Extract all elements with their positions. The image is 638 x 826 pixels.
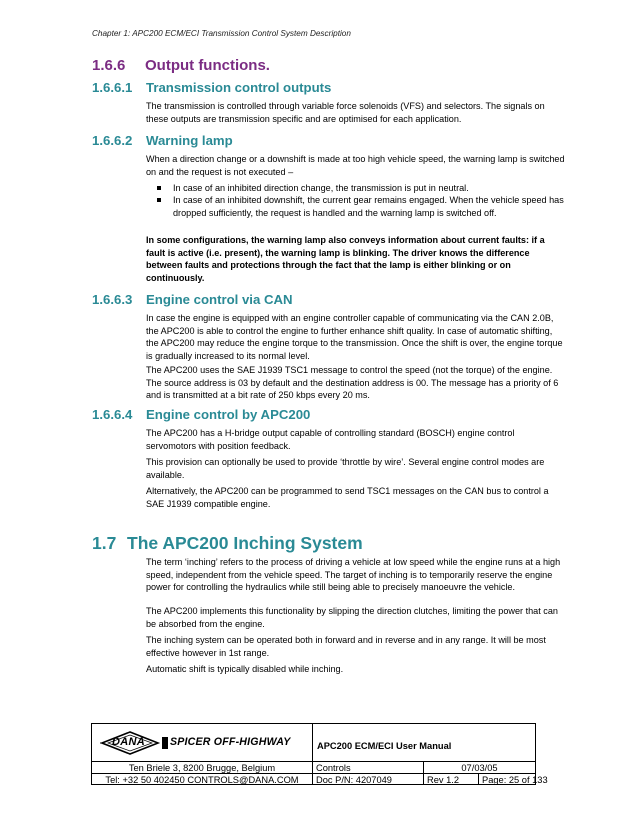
paragraph: The APC200 implements this functionality by slipping the direction clutches, limiting the power that can be absorbed from the engine. [146,606,558,629]
running-header: Chapter 1: APC200 ECM/ECI Transmission Control System Description [92,29,351,38]
heading-engine-control-via-can [92,292,293,307]
contact-info: Tel: +32 50 402450 CONTROLS@DANA.COM [92,774,313,785]
heading-warning-lamp [92,133,233,148]
revision: Rev 1.2 [424,774,479,785]
list-item-text: In case of an inhibited downshift, the current gear remains engaged. When the vehicle speed has dropped sufficiently, the request is handled and the warning lamp is switched off. [173,195,564,218]
department: Controls [313,762,424,774]
heading-number: 1.6.6.2 [92,133,133,148]
company-address: Ten Briele 3, 8200 Brugge, Belgium [92,762,313,774]
bullet-list [146,182,566,219]
doc-part-number: Doc P/N: 4207049 [313,774,424,785]
heading-title: Transmission control outputs [146,80,332,95]
heading-number: 1.6.6.3 [92,292,133,307]
paragraph: This provision can optionally be used to provide ‘throttle by wire’. Several engine control modes are available. [146,457,545,480]
heading-title: Warning lamp [146,133,233,148]
heading-number: 1.6.6.4 [92,407,133,422]
page-number: Page: 25 of 133 [482,774,548,785]
paragraph: The transmission is controlled through variable force solenoids (VFS) and selectors. The signals on these outputs are transmission specific and are optimised for each application. [146,101,545,124]
paragraph: The term ‘inching’ refers to the process of driving a vehicle at low speed while the engine runs at a high speed, independent from the vehicle speed. The target of inching is to temporarily reserve the engine power for controlling the hydraulics while still being able to precisely manoeuvre the vehicle. [146,557,561,593]
heading-engine-control-by-apc200 [92,407,310,422]
heading-output-functions [92,57,270,74]
paragraph: In case the engine is equipped with an engine controller capable of communicating via the CAN 2.0B, the APC200 is able to control the engine to further enhance shift quality. In case of automatic shifting, the APC200 may reduce the engine torque to the transmission. Once the shift is over, the engine torque is gradually increased to its normal level. [146,313,563,361]
manual-title: APC200 ECM/ECI User Manual [313,724,535,762]
heading-title: Output functions. [145,57,270,74]
bullet-square-icon [157,198,161,202]
heading-number: 1.6.6 [92,57,126,74]
footer-table [91,723,548,785]
footer-logo-cell [92,724,313,762]
paragraph: Automatic shift is typically disabled while inching. [146,664,344,674]
paragraph: The APC200 has a H-bridge output capable of controlling standard (BOSCH) engine control servomotors with position feedback. [146,428,515,451]
heading-title: The APC200 Inching System [127,533,363,553]
paragraph: The APC200 uses the SAE J1939 TSC1 message to control the speed (not the torque) of the engine. The source address is 03 by default and the destination address is 00. The message has a priority of 6 and is transmitted at a bit rate of 250 kbps every 20 ms. [146,365,559,401]
dana-spicer-logo [100,730,305,756]
logo-spicer-text: SPICER OFF-HIGHWAY [170,736,291,748]
heading-number: 1.6.6.1 [92,80,133,95]
heading-transmission-control-outputs [92,80,331,95]
heading-inching-system [92,533,363,554]
logo-dana-text: DANA [112,736,145,748]
list-item [146,194,566,219]
paragraph: When a direction change or a downshift is made at too high vehicle speed, the warning lamp is switched on and the request is not executed – [146,154,565,177]
paragraph: Alternatively, the APC200 can be programmed to send TSC1 messages on the CAN bus to control a SAE J1939 compatible engine. [146,486,549,509]
paragraph: The inching system can be operated both in forward and in reverse and in any range. It will be most effective however in 1st range. [146,635,546,658]
bullet-square-icon [157,186,161,190]
list-item-text: In case of an inhibited direction change, the transmission is put in neutral. [173,183,469,193]
heading-title: Engine control by APC200 [146,407,311,422]
heading-number: 1.7 [92,533,117,553]
bold-paragraph: In some configurations, the warning lamp also conveys information about current faults: if a fault is active (i.e. present), the warning lamp is blinking. The driver knows the difference between faults and protections through the fact that the lamp is either blinking or on continuously. [146,235,545,283]
document-date: 07/03/05 [424,762,535,774]
heading-title: Engine control via CAN [146,292,293,307]
list-item [146,182,566,194]
